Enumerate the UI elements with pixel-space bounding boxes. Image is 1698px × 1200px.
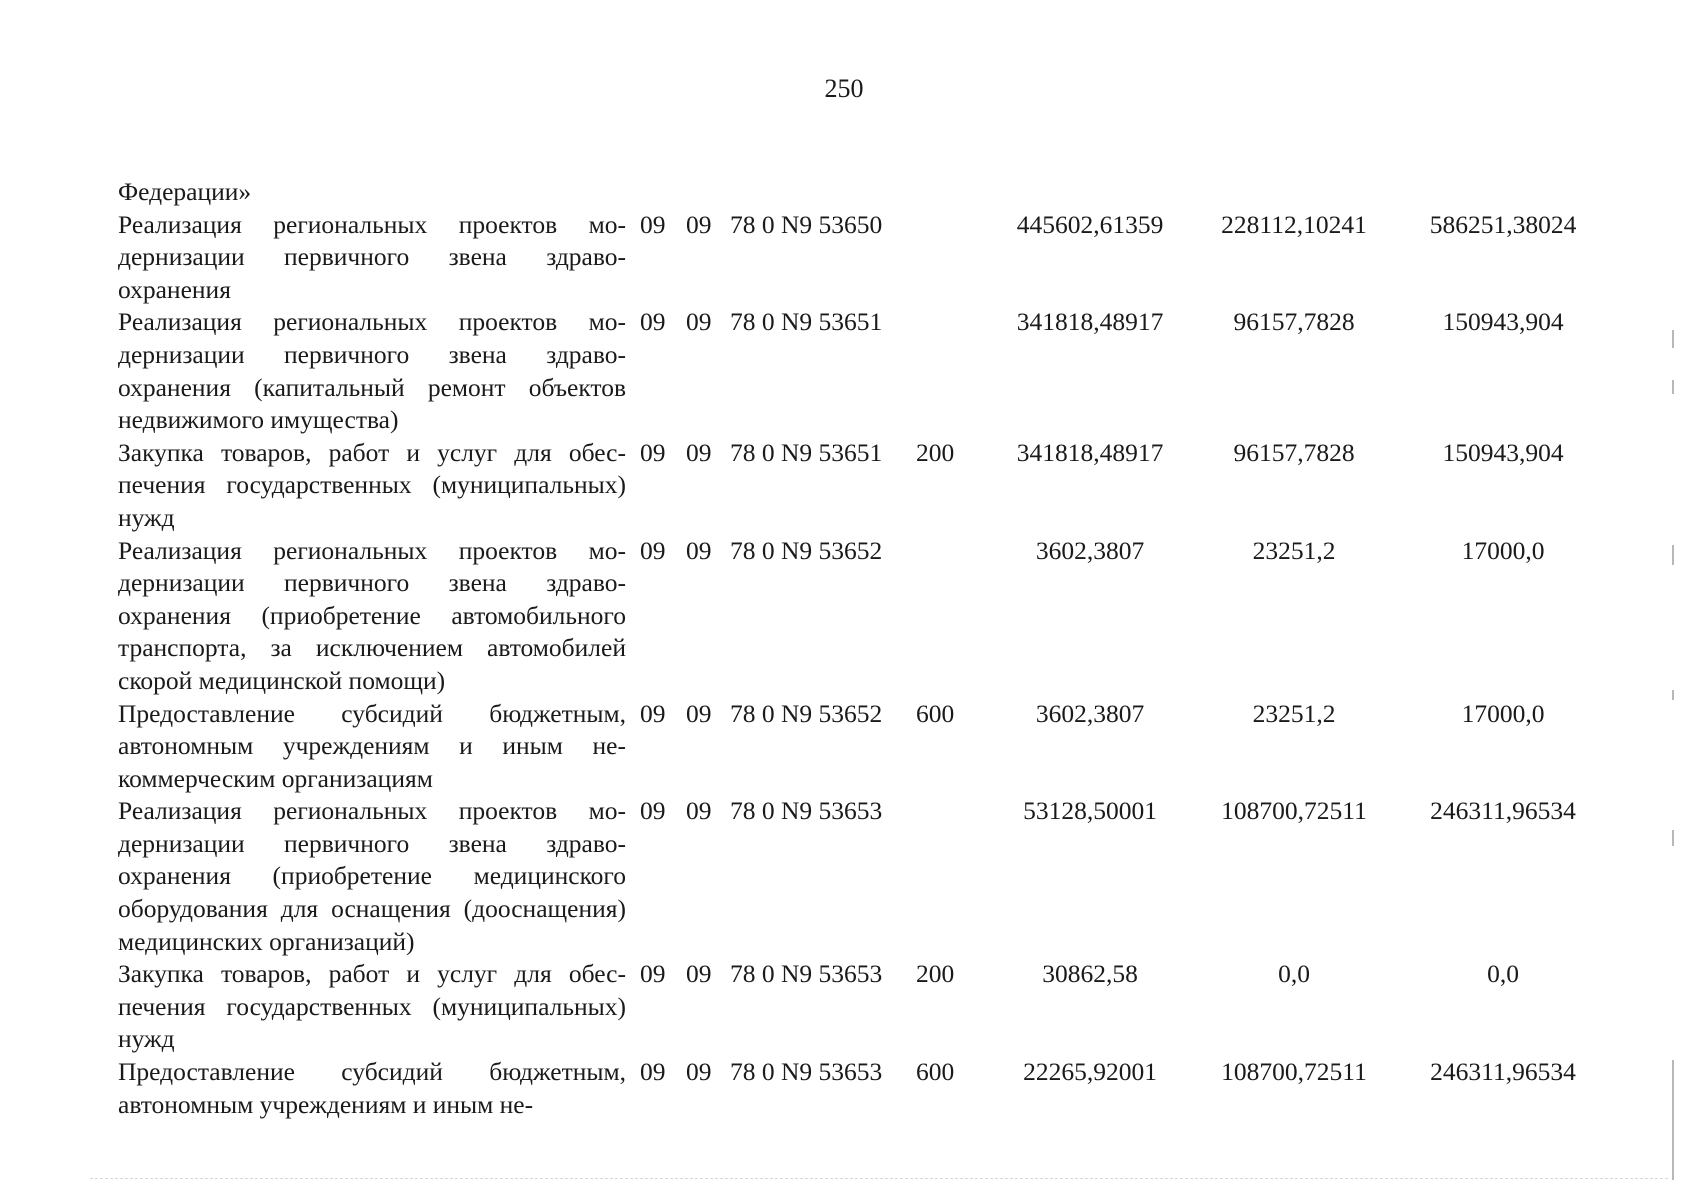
row-subsection-code: 09 (686, 209, 712, 239)
row-name: Реализация региональных проектов модернизации первичного звена здравоохранения (118, 209, 626, 304)
scan-artifact-mark (1672, 830, 1674, 846)
row-subsection-code: 09 (686, 796, 712, 826)
scan-artifact-mark (1672, 545, 1674, 565)
row-section-code: 09 (640, 307, 666, 337)
row-amount-year-1: 22265,92001 (1023, 1057, 1157, 1087)
row-amount-year-2: 108700,72511 (1221, 796, 1367, 826)
table-row (118, 958, 1622, 1056)
row-name: Закупка товаров, работ и услуг для обеспечения государственных (муниципальных) нужд (118, 959, 626, 1054)
row-subsection-code: 09 (686, 698, 712, 728)
row-target-article-code (730, 176, 916, 209)
row-expense-type-code: 200 (916, 437, 955, 467)
row-expense-type-code (916, 306, 976, 436)
row-subsection-code: 09 (686, 535, 712, 565)
scan-artifact-mark (1672, 1060, 1674, 1180)
row-section-code: 09 (640, 698, 666, 728)
row-amount-year-1: 3602,3807 (1035, 535, 1145, 565)
row-name: Предоставление субсидий бюджетным, автономным учреждениям и иным не- (118, 1057, 626, 1119)
row-amount-year-1: 341818,48917 (1016, 307, 1164, 337)
row-amount-year-2 (1204, 176, 1384, 209)
row-amount-year-3: 17000,0 (1461, 535, 1545, 565)
table-row (118, 698, 1622, 796)
row-amount-year-2: 228112,10241 (1221, 209, 1367, 239)
table-row (118, 306, 1622, 436)
row-amount-year-1 (976, 176, 1204, 209)
row-amount-year-1: 445602,61359 (1016, 209, 1164, 239)
row-target-article-code: 78 0 N9 53651 (730, 437, 883, 467)
scan-edge-marks (1658, 0, 1698, 1200)
row-section-code: 09 (640, 209, 666, 239)
row-name: Реализация региональных проектов модернизации первичного звена здравоохранения (приобретение медицинского оборудования для оснащения (дооснащения) медицинских организаций) (118, 796, 626, 956)
row-target-article-code: 78 0 N9 53653 (730, 959, 883, 989)
row-name: Закупка товаров, работ и услуг для обеспечения государственных (муниципальных) нужд (118, 437, 626, 532)
table-row (118, 535, 1622, 698)
row-amount-year-3 (1384, 176, 1622, 209)
scan-artifact-mark (1672, 690, 1674, 700)
table-row (118, 209, 1622, 307)
row-amount-year-1: 3602,3807 (1035, 698, 1145, 728)
table-row (118, 795, 1622, 958)
row-subsection-code: 09 (686, 1057, 712, 1087)
row-section-code: 09 (640, 959, 666, 989)
row-amount-year-1: 30862,58 (1042, 959, 1138, 989)
row-amount-year-3: 586251,38024 (1429, 209, 1577, 239)
row-amount-year-1: 341818,48917 (1016, 437, 1164, 467)
row-target-article-code: 78 0 N9 53653 (730, 796, 883, 826)
row-name: Предоставление субсидий бюджетным, автономным учреждениям и иным некоммерческим организациям (118, 698, 626, 793)
row-section-code: 09 (640, 535, 666, 565)
row-subsection-code: 09 (686, 307, 712, 337)
row-expense-type-code (916, 176, 976, 209)
row-section-code: 09 (640, 1057, 666, 1087)
row-expense-type-code: 600 (916, 1057, 955, 1087)
row-expense-type-code: 600 (916, 698, 955, 728)
row-amount-year-2: 96157,7828 (1233, 437, 1355, 467)
row-amount-year-2: 23251,2 (1252, 535, 1336, 565)
row-amount-year-3: 0,0 (1487, 959, 1519, 989)
row-expense-type-code (916, 209, 976, 307)
row-amount-year-2: 0,0 (1278, 959, 1310, 989)
row-amount-year-3: 150943,904 (1442, 307, 1564, 337)
row-amount-year-3: 17000,0 (1461, 698, 1545, 728)
row-target-article-code: 78 0 N9 53651 (730, 307, 883, 337)
row-amount-year-1: 53128,50001 (1023, 796, 1157, 826)
scan-artifact-mark (1672, 380, 1674, 394)
row-target-article-code: 78 0 N9 53650 (730, 209, 883, 239)
table-row (118, 1056, 1622, 1121)
row-amount-year-3: 246311,96534 (1430, 1057, 1576, 1087)
row-target-article-code: 78 0 N9 53652 (730, 535, 883, 565)
budget-table-body (118, 176, 1622, 1121)
budget-table (118, 176, 1622, 1121)
row-name: Реализация региональных проектов модернизации первичного звена здравоохранения (приобретение автомобильного транспорта, за исключением автомобилей скорой медицинской помощи) (118, 535, 626, 695)
scan-artifact-mark (1672, 330, 1674, 348)
row-amount-year-3: 246311,96534 (1430, 796, 1576, 826)
row-subsection-code: 09 (686, 437, 712, 467)
row-name: Реализация региональных проектов модернизации первичного звена здравоохранения (капитальный ремонт объектов недвижимого имущества) (118, 307, 626, 435)
row-expense-type-code: 200 (916, 959, 955, 989)
row-target-article-code: 78 0 N9 53652 (730, 698, 883, 728)
row-section-code: 09 (640, 437, 666, 467)
scan-bottom-edge (90, 1178, 1668, 1179)
row-target-article-code: 78 0 N9 53653 (730, 1057, 883, 1087)
row-expense-type-code (916, 535, 976, 698)
table-row (118, 176, 1622, 209)
table-row (118, 437, 1622, 535)
row-section-code: 09 (640, 796, 666, 826)
row-amount-year-2: 96157,7828 (1233, 307, 1355, 337)
row-amount-year-2: 23251,2 (1252, 698, 1336, 728)
row-section-code (626, 176, 686, 209)
row-name: Федерации» (118, 177, 252, 206)
page-number: 250 (824, 74, 864, 103)
row-amount-year-3: 150943,904 (1442, 437, 1564, 467)
row-subsection-code (686, 176, 730, 209)
row-subsection-code: 09 (686, 959, 712, 989)
row-expense-type-code (916, 795, 976, 958)
row-amount-year-2: 108700,72511 (1221, 1057, 1367, 1087)
